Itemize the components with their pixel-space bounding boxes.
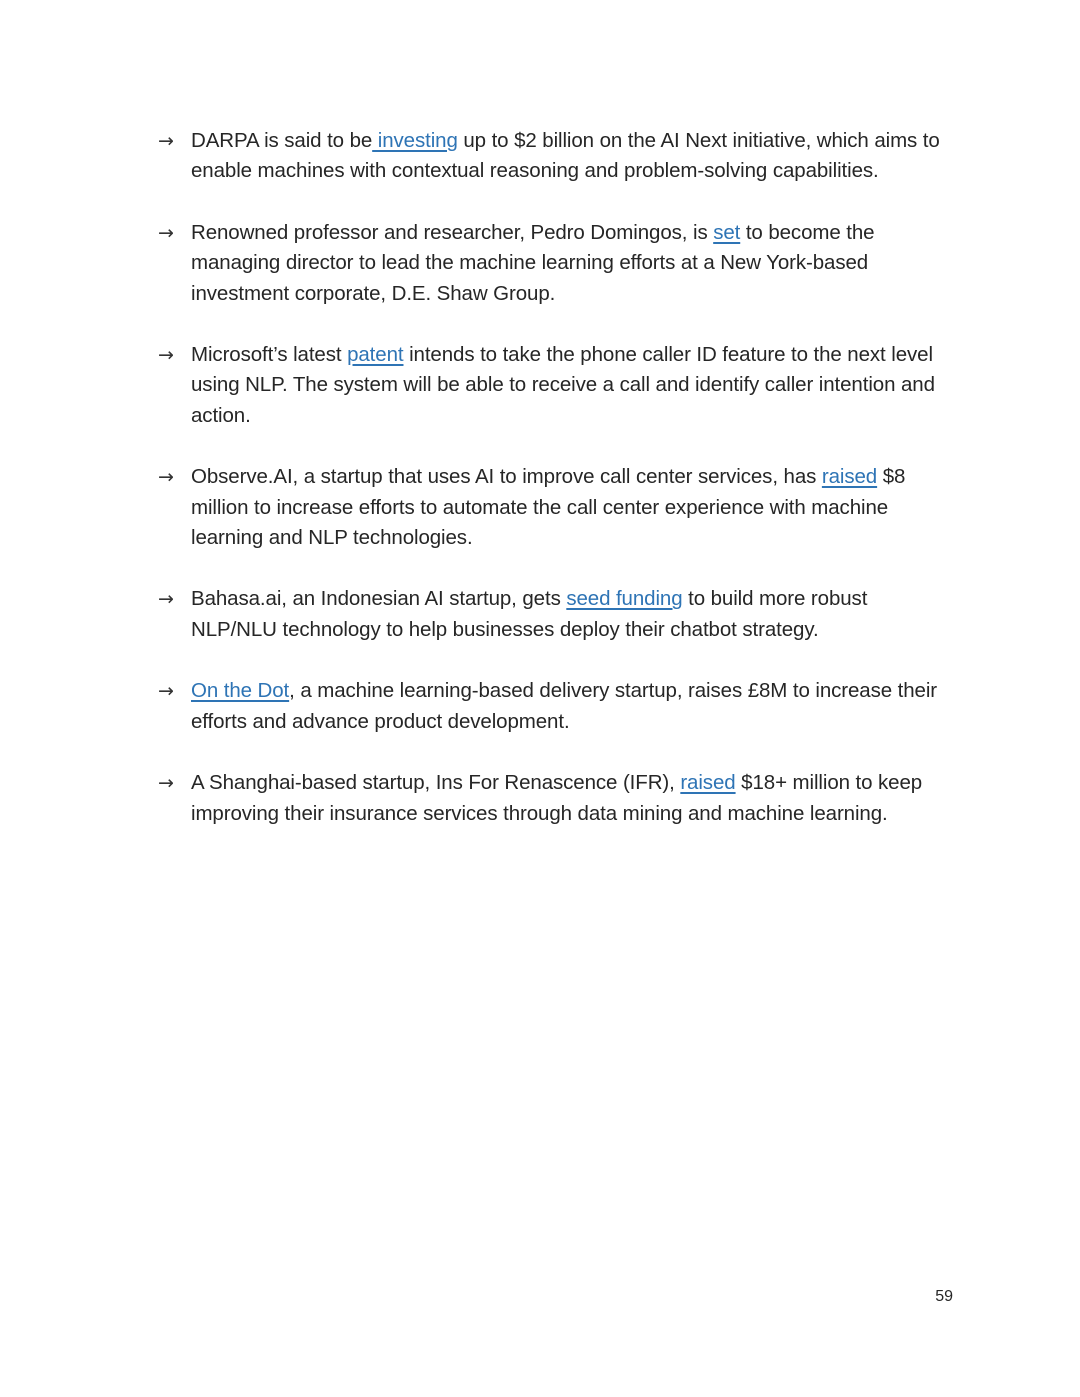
item-text-after: $8 million to increase efforts to automate the call center experience with machine learning and NLP technologies. bbox=[191, 465, 906, 550]
item-text-before: A Shanghai-based startup, Ins For Renascence (IFR), bbox=[191, 771, 681, 795]
page-number: 59 bbox=[935, 1288, 953, 1305]
link-raised-ifr[interactable]: raised bbox=[680, 771, 736, 795]
link-investing[interactable]: investing bbox=[372, 129, 458, 152]
link-set[interactable]: set bbox=[713, 220, 741, 244]
arrow-right-icon: → bbox=[158, 130, 174, 152]
arrow-right-icon: → bbox=[158, 344, 174, 367]
list-item bbox=[158, 584, 958, 645]
item-text-after: to build more robust NLP/NLU technology to help businesses deploy their chatbot strategy. bbox=[191, 587, 868, 641]
arrow-right-icon: → bbox=[158, 680, 174, 703]
item-text-after: intends to take the phone caller ID feature to the next level using NLP. The system will be able to receive a call and identify caller intention and action. bbox=[191, 343, 935, 427]
arrow-right-icon: → bbox=[158, 772, 174, 795]
link-seed-funding[interactable]: seed funding bbox=[566, 587, 683, 611]
list-item bbox=[158, 126, 958, 187]
item-text-after: up to $2 billion on the AI Next initiative, which aims to enable machines with contextual reasoning and problem-solving capabilities. bbox=[191, 129, 940, 183]
list-item bbox=[158, 676, 958, 737]
item-text-after: to become the managing director to lead the machine learning efforts at a New York-based investment corporate, D.E. Shaw Group. bbox=[191, 220, 875, 305]
news-bullet-list bbox=[158, 126, 958, 860]
item-text-after: $18+ million to keep improving their insurance services through data mining and machine learning. bbox=[191, 771, 923, 825]
item-text-before: Bahasa.ai, an Indonesian AI startup, gets bbox=[191, 587, 567, 611]
item-text-before: Microsoft’s latest bbox=[191, 343, 348, 367]
list-item bbox=[158, 218, 958, 309]
item-text-before: DARPA is said to be bbox=[191, 129, 373, 152]
list-item bbox=[158, 768, 958, 829]
arrow-right-icon: → bbox=[158, 466, 174, 489]
item-text-before: Observe.AI, a startup that uses AI to improve call center services, has bbox=[191, 465, 822, 489]
arrow-right-icon: → bbox=[158, 221, 174, 244]
link-patent[interactable]: patent bbox=[347, 343, 404, 367]
list-item bbox=[158, 340, 958, 431]
arrow-right-icon: → bbox=[158, 588, 174, 611]
item-text-after: , a machine learning-based delivery startup, raises £8M to increase their efforts and advance product development. bbox=[191, 679, 938, 733]
item-text-before: Renowned professor and researcher, Pedro Domingos, is bbox=[191, 220, 714, 244]
list-item bbox=[158, 462, 958, 553]
link-raised-observe-ai[interactable]: raised bbox=[821, 465, 878, 489]
link-on-the-dot[interactable]: On the Dot bbox=[191, 679, 290, 703]
